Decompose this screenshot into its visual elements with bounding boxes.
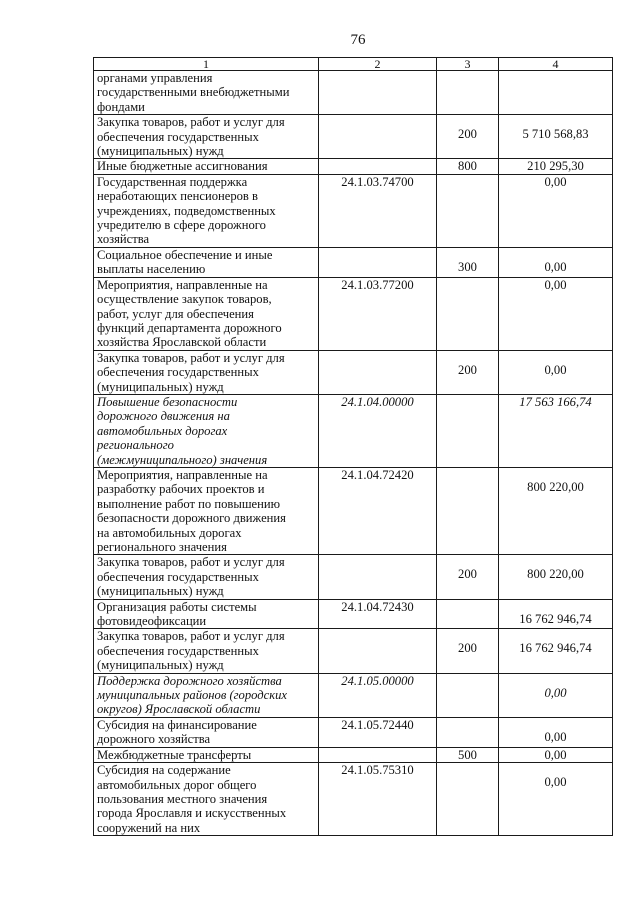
item-name-line: обеспечения государственных	[97, 569, 259, 584]
table-row	[94, 350, 613, 394]
budget-code-cell: 24.1.05.72440	[319, 717, 437, 747]
item-name-line: Закупка товаров, работ и услуг для	[97, 115, 285, 130]
amount-cell: 0,00	[499, 277, 613, 350]
table-row	[94, 599, 613, 629]
expense-type-cell: 200	[437, 629, 499, 673]
expense-type-cell: 200	[437, 350, 499, 394]
item-name-cell	[94, 394, 319, 467]
page-number: 76	[350, 32, 366, 48]
item-name-line: Иные бюджетные ассигнования	[97, 159, 268, 174]
item-name-line: органами управления	[97, 71, 213, 85]
item-name-cell	[94, 174, 319, 247]
budget-code-cell: 24.1.05.75310	[319, 763, 437, 836]
item-name-line: Субсидия на содержание	[97, 763, 231, 778]
budget-code-cell: 24.1.03.77200	[319, 277, 437, 350]
amount-cell: 0,00	[499, 747, 613, 762]
item-name-cell	[94, 555, 319, 599]
item-name-line: сооружений на них	[97, 820, 201, 835]
budget-code-cell: 24.1.04.72430	[319, 599, 437, 629]
item-name-line: безопасности дорожного движения	[97, 511, 286, 526]
table-row	[94, 174, 613, 247]
table-row	[94, 71, 613, 115]
table-row	[94, 115, 613, 159]
item-name-line: хозяйства	[97, 232, 150, 247]
item-name-line: пользования местного значения	[97, 791, 268, 806]
item-name-cell	[94, 717, 319, 747]
item-name-cell	[94, 115, 319, 159]
item-name-line: Субсидия на финансирование	[97, 717, 257, 732]
budget-code-cell	[319, 747, 437, 762]
item-name-cell	[94, 629, 319, 673]
budget-code-cell: 24.1.05.00000	[319, 673, 437, 717]
item-name-line: Закупка товаров, работ и услуг для	[97, 629, 285, 644]
item-name-line: обеспечения государственных	[97, 365, 259, 380]
item-name-line: Социальное обеспечение и иные	[97, 247, 273, 262]
item-name-cell	[94, 71, 319, 115]
item-name-line: (муниципальных) нужд	[97, 379, 224, 394]
table-row	[94, 629, 613, 673]
item-name-line: хозяйства Ярославской области	[97, 335, 267, 350]
item-name-line: на автомобильных дорогах	[97, 525, 242, 540]
amount-cell: 0,00	[499, 174, 613, 247]
amount-cell: 0,00	[499, 247, 613, 277]
item-name-line: (муниципальных) нужд	[97, 658, 224, 673]
item-name-line: осуществление закупок товаров,	[97, 292, 272, 307]
table-row	[94, 394, 613, 467]
item-name-line: фондами	[97, 99, 145, 114]
item-name-line: Мероприятия, направленные на	[97, 467, 268, 482]
table-row	[94, 247, 613, 277]
expense-type-cell	[437, 71, 499, 115]
item-name-line: выполнение работ по повышению	[97, 496, 280, 511]
item-name-line: Повышение безопасности	[97, 394, 238, 409]
item-name-line: муниципальных районов (городских	[97, 688, 288, 703]
item-name-line: регионального	[97, 438, 174, 453]
amount-cell: 16 762 946,74	[499, 599, 613, 629]
item-name-cell	[94, 159, 319, 174]
item-name-line: учредителю в сфере дорожного	[97, 218, 266, 233]
budget-code-cell	[319, 555, 437, 599]
expense-type-cell	[437, 673, 499, 717]
expense-type-cell	[437, 394, 499, 467]
expense-type-cell: 300	[437, 247, 499, 277]
table-body	[94, 71, 613, 836]
item-name-line: Организация работы системы	[97, 599, 257, 614]
table-row	[94, 467, 613, 554]
amount-cell: 800 220,00	[499, 555, 613, 599]
amount-cell: 5 710 568,83	[499, 115, 613, 159]
budget-code-cell: 24.1.03.74700	[319, 174, 437, 247]
budget-code-cell	[319, 350, 437, 394]
amount-cell: 0,00	[499, 763, 613, 836]
item-name-line: учреждениях, подведомственных	[97, 203, 276, 218]
item-name-line: Мероприятия, направленные на	[97, 277, 268, 292]
item-name-cell	[94, 747, 319, 762]
item-name-cell	[94, 247, 319, 277]
expense-type-cell: 200	[437, 555, 499, 599]
expense-type-cell	[437, 599, 499, 629]
budget-code-cell	[319, 159, 437, 174]
amount-cell: 16 762 946,74	[499, 629, 613, 673]
item-name-line: округов) Ярославской области	[97, 702, 261, 717]
expense-type-cell	[437, 717, 499, 747]
budget-code-cell	[319, 115, 437, 159]
expense-type-cell: 200	[437, 115, 499, 159]
item-name-line: (муниципальных) нужд	[97, 144, 224, 159]
amount-cell: 17 563 166,74	[499, 394, 613, 467]
column-header-name: 1	[94, 58, 319, 71]
expense-type-cell	[437, 467, 499, 554]
item-name-line: автомобильных дорогах	[97, 423, 228, 438]
item-name-cell	[94, 673, 319, 717]
item-name-line: Закупка товаров, работ и услуг для	[97, 555, 285, 570]
budget-code-cell	[319, 629, 437, 673]
expense-type-cell	[437, 277, 499, 350]
column-header-amount: 4	[499, 58, 613, 71]
item-name-line: города Ярославля и искусственных	[97, 806, 287, 821]
amount-cell: 0,00	[499, 350, 613, 394]
budget-code-cell: 24.1.04.00000	[319, 394, 437, 467]
table-row	[94, 763, 613, 836]
budget-code-cell	[319, 247, 437, 277]
column-header-type: 3	[437, 58, 499, 71]
item-name-line: неработающих пенсионеров в	[97, 189, 258, 204]
item-name-line: выплаты населению	[97, 262, 206, 277]
table-row	[94, 277, 613, 350]
item-name-line: регионального значения	[97, 540, 227, 554]
expense-type-cell	[437, 174, 499, 247]
table-row	[94, 159, 613, 174]
item-name-line: автомобильных дорог общего	[97, 777, 257, 792]
table-header-row	[94, 58, 613, 71]
item-name-line: разработку рабочих проектов и	[97, 482, 265, 497]
table-row	[94, 555, 613, 599]
item-name-cell	[94, 599, 319, 629]
expense-type-cell: 500	[437, 747, 499, 762]
table-row	[94, 717, 613, 747]
item-name-line: государственными внебюджетными	[97, 85, 290, 100]
item-name-line: Поддержка дорожного хозяйства	[97, 673, 282, 688]
item-name-line: (межмуниципального) значения	[97, 452, 268, 467]
item-name-cell	[94, 763, 319, 836]
amount-cell: 210 295,30	[499, 159, 613, 174]
amount-cell: 0,00	[499, 673, 613, 717]
item-name-line: обеспечения государственных	[97, 129, 259, 144]
item-name-line: обеспечения государственных	[97, 643, 259, 658]
expense-type-cell	[437, 763, 499, 836]
item-name-line: фотовидеофиксации	[97, 614, 207, 629]
item-name-line: Государственная поддержка	[97, 174, 248, 189]
item-name-cell	[94, 277, 319, 350]
table-row	[94, 673, 613, 717]
item-name-line: Закупка товаров, работ и услуг для	[97, 350, 285, 365]
item-name-line: (муниципальных) нужд	[97, 584, 224, 599]
budget-table	[93, 57, 613, 836]
item-name-cell	[94, 467, 319, 554]
expense-type-cell: 800	[437, 159, 499, 174]
amount-cell: 800 220,00	[499, 467, 613, 554]
item-name-line: дорожного движения на	[97, 409, 230, 424]
item-name-line: работ, услуг для обеспечения	[97, 306, 254, 321]
amount-cell: 0,00	[499, 717, 613, 747]
amount-cell	[499, 71, 613, 115]
budget-code-cell	[319, 71, 437, 115]
item-name-cell	[94, 350, 319, 394]
item-name-line: Межбюджетные трансферты	[97, 747, 252, 762]
budget-code-cell: 24.1.04.72420	[319, 467, 437, 554]
item-name-line: дорожного хозяйства	[97, 732, 211, 747]
item-name-line: функций департамента дорожного	[97, 320, 282, 335]
table-row	[94, 747, 613, 762]
column-header-code: 2	[319, 58, 437, 71]
